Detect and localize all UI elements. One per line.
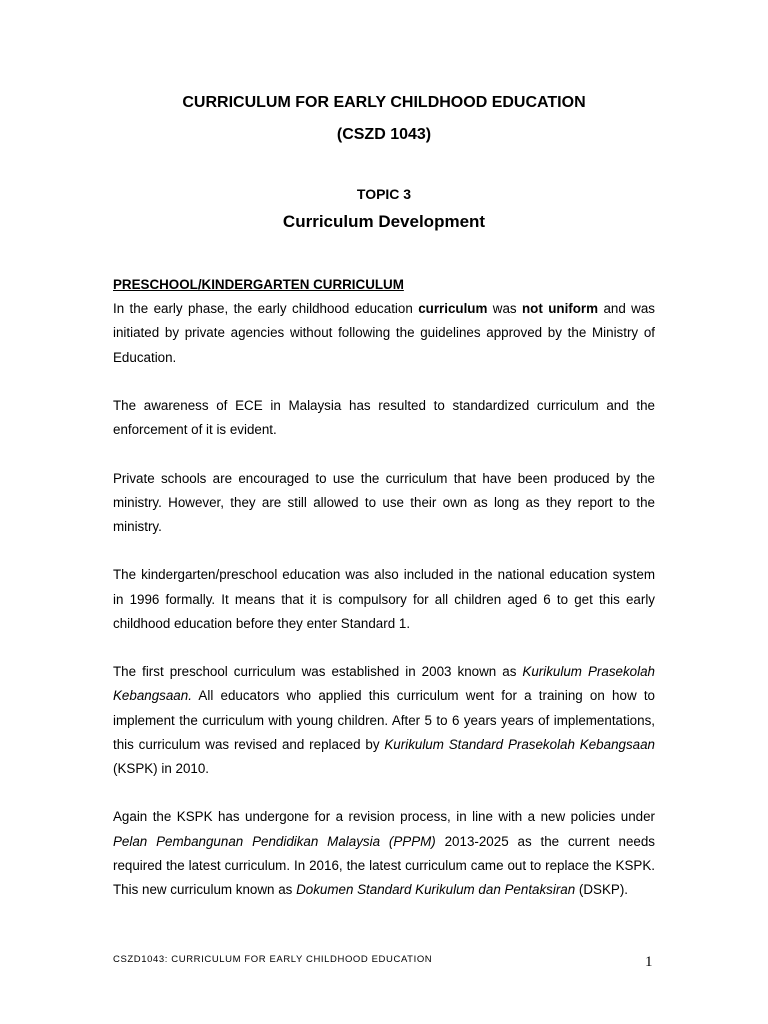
paragraph-1-text-a: In the early phase, the early childhood education bbox=[113, 301, 419, 317]
paragraph-5-text-c: All educators who applied this curriculum went for a training on how to implement the curriculum with young children. After 5 to 6 years years of implementations, this curriculum was revised and replaced by bbox=[113, 688, 655, 752]
paragraph-5-italic-kpk: Kurikulum Prasekolah Kebangsaan. bbox=[113, 664, 655, 704]
paragraph-5-text-e: (KSPK) in 2010. bbox=[113, 761, 210, 776]
paragraph-1-text-e: and was initiated by private agencies without following the guidelines approved by the Ministry of Education. bbox=[113, 301, 655, 365]
paragraph-5-italic-kspk: Kurikulum Standard Prasekolah Kebangsaan bbox=[384, 736, 655, 752]
document-body bbox=[113, 273, 655, 926]
course-code: (CSZD 1043) bbox=[336, 126, 432, 143]
paragraph-2: The awareness of ECE in Malaysia has resulted to standardized curriculum and the enforcement of it is evident. bbox=[113, 398, 655, 438]
paragraph-6-text-a: Again the KSPK has undergone for a revision process, in line with a new policies under bbox=[113, 809, 655, 825]
paragraph-4: The kindergarten/preschool education was also included in the national education system in 1996 formally. It means that it is compulsory for all children aged 6 to get this early childhood education before they enter Standard 1. bbox=[113, 567, 655, 631]
paragraph-5-text-a: The first preschool curriculum was established in 2003 known as bbox=[113, 664, 523, 680]
topic-title: Curriculum Development bbox=[282, 212, 486, 231]
footer-course-title: CSZD1043: CURRICULUM FOR EARLY CHILDHOOD EDUCATION bbox=[113, 954, 433, 965]
paragraph-5 bbox=[113, 660, 655, 781]
document-title: CURRICULUM FOR EARLY CHILDHOOD EDUCATION bbox=[182, 94, 586, 111]
paragraph-6-italic-pppm: Pelan Pembangunan Pendidikan Malaysia (PPPM) bbox=[113, 833, 436, 849]
paragraph-1-bold-curriculum: curriculum bbox=[418, 301, 488, 317]
topic-label: TOPIC 3 bbox=[356, 186, 412, 202]
paragraph-6 bbox=[113, 805, 655, 902]
page-number: 1 bbox=[645, 954, 653, 970]
paragraph-6-text-c: 2013-2025 as the current needs required the latest curriculum. In 2016, the latest curriculum came out to replace the KSPK. This new curriculum known as bbox=[113, 833, 655, 897]
paragraph-1 bbox=[113, 297, 655, 370]
paragraph-3: Private schools are encouraged to use the curriculum that have been produced by the ministry. However, they are still allowed to use their own as long as they report to the ministry. bbox=[113, 470, 655, 534]
paragraph-6-italic-dskp: Dokumen Standard Kurikulum dan Pentaksiran bbox=[296, 882, 576, 897]
section-heading: PRESCHOOL/KINDERGARTEN CURRICULUM bbox=[113, 277, 404, 292]
paragraph-1-bold-not-uniform: not uniform bbox=[522, 301, 599, 317]
paragraph-6-text-e: (DSKP). bbox=[575, 882, 629, 897]
paragraph-1-text-c: was bbox=[487, 301, 522, 317]
